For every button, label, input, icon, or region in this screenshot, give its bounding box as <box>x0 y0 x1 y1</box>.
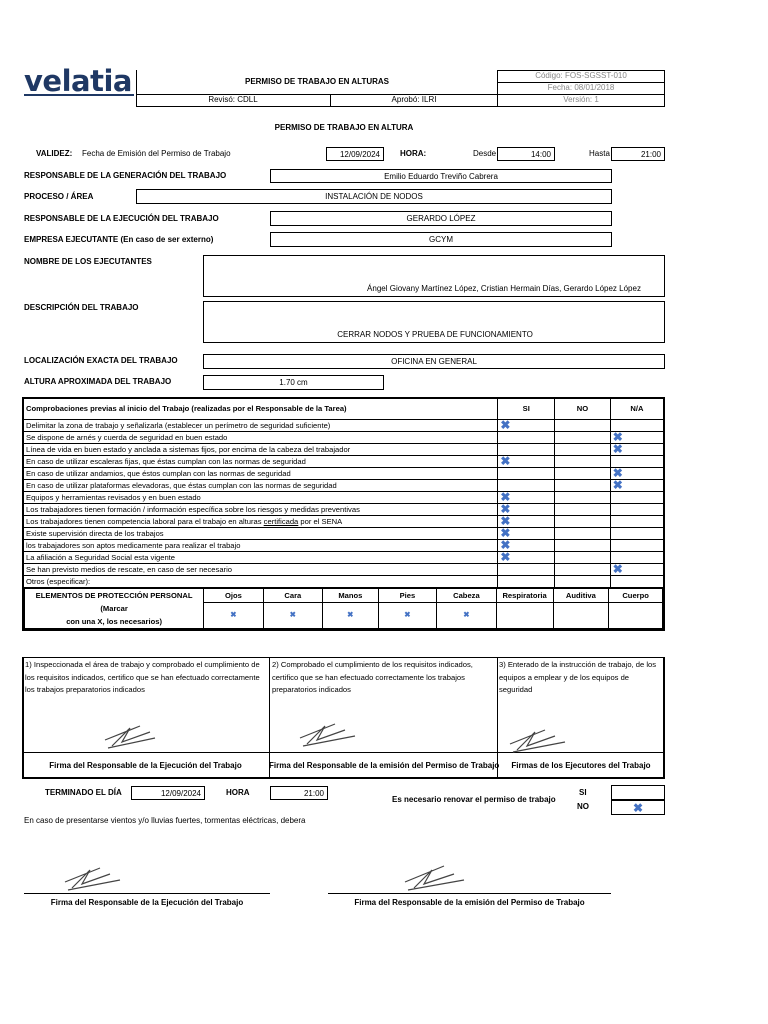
logo-underline <box>24 94 134 96</box>
resp-ejecucion-label: RESPONSABLE DE LA EJECUCIÓN DEL TRABAJO <box>24 214 219 223</box>
epp-label: Auditiva <box>553 588 609 602</box>
epp-table <box>24 588 663 629</box>
check-na-cell[interactable]: ✖ <box>610 443 664 455</box>
emision-label: Fecha de Emisión del Permiso de Trabajo <box>82 149 231 158</box>
check-na-cell[interactable] <box>610 515 664 527</box>
emision-date-field[interactable]: 12/09/2024 <box>326 147 384 161</box>
check-na-cell[interactable]: ✖ <box>610 467 664 479</box>
check-row <box>23 419 664 431</box>
localizacion-label: LOCALIZACIÓN EXACTA DEL TRABAJO <box>24 356 178 365</box>
check-na-cell[interactable]: ✖ <box>610 479 664 491</box>
check-text: los trabajadores son aptos medicamente para realizar el trabajo <box>23 539 498 551</box>
check-no-cell[interactable] <box>555 431 611 443</box>
check-na-cell[interactable] <box>610 575 664 587</box>
check-row <box>23 455 664 467</box>
hora-label: HORA: <box>400 149 427 158</box>
empresa-label: EMPRESA EJECUTANTE (En caso de ser externo) <box>24 235 214 244</box>
document-title: PERMISO DE TRABAJO EN ALTURAS <box>244 77 389 86</box>
check-no-cell[interactable] <box>555 443 611 455</box>
check-text: Los trabajadores tienen formación / información específica sobre los riesgos y medidas preventivas <box>23 503 498 515</box>
check-row <box>23 575 664 587</box>
epp-label: Manos <box>323 588 379 602</box>
epp-label-1: ELEMENTOS DE PROTECCIÓN PERSONAL (Marcar <box>35 590 193 613</box>
resp-generacion-field[interactable]: Emilio Eduardo Treviño Cabrera <box>270 169 612 183</box>
footer-firma-2: Firma del Responsable de la emisión del Permiso de Trabajo <box>354 898 585 907</box>
epp-mark[interactable]: ✖ <box>437 602 497 628</box>
empresa-field[interactable]: GCYM <box>270 232 612 247</box>
proceso-label: PROCESO / ÁREA <box>24 192 94 201</box>
check-no-cell[interactable] <box>555 419 611 431</box>
epp-label: Cuerpo <box>609 588 663 602</box>
altura-field[interactable]: 1.70 cm <box>203 375 384 390</box>
terminado-hora-field[interactable]: 21:00 <box>270 786 328 800</box>
resp-ejecucion-field[interactable]: GERARDO LÓPEZ <box>270 211 612 226</box>
descripcion-value: CERRAR NODOS Y PRUEBA DE FUNCIONAMIENTO <box>337 330 533 339</box>
check-row <box>23 479 664 491</box>
col-si: SI <box>498 398 555 419</box>
check-si-cell[interactable] <box>498 431 555 443</box>
check-si-cell[interactable]: ✖ <box>498 515 555 527</box>
declaration-1: 1) Inspeccionada el área de trabajo y comprobado el cumplimiento de los requisitos indicados, certifico que se han efectuado correctamente los trabajos preparatorios indicados <box>25 660 260 694</box>
firma-ejecutores-label: Firmas de los Ejecutores del Trabajo <box>511 761 651 770</box>
altura-label: ALTURA APROXIMADA DEL TRABAJO <box>24 377 172 386</box>
check-text: En caso de utilizar plataformas elevadoras, que éstas cumplan con las normas de seguridad <box>23 479 498 491</box>
footer-firma-1: Firma del Responsable de la Ejecución del Trabajo <box>50 898 244 907</box>
signature-3 <box>505 722 569 756</box>
check-text: En caso de utilizar andamios, que éstos cumplan con las normas de seguridad <box>23 467 498 479</box>
epp-label: Ojos <box>204 588 263 602</box>
renovar-si-label: SI <box>579 788 587 797</box>
check-si-cell[interactable]: ✖ <box>498 551 555 563</box>
check-no-cell[interactable] <box>555 551 611 563</box>
check-text: Línea de vida en buen estado y anclada a sistemas fijos, por encima de la cabeza del trabajador <box>23 443 498 455</box>
check-row <box>23 551 664 563</box>
declaration-3: 3) Enterado de la instrucción de trabajo, de los equipos a emplear y de los equipos de seguridad <box>499 660 657 694</box>
check-si-cell[interactable]: ✖ <box>498 491 555 503</box>
epp-mark[interactable]: ✖ <box>378 602 436 628</box>
descripcion-field[interactable] <box>203 301 665 343</box>
renovar-si-box[interactable] <box>611 785 665 800</box>
check-text: La afiliación a Seguridad Social esta vigente <box>23 551 498 563</box>
doc-date: Fecha: 08/01/2018 <box>547 83 615 92</box>
check-text: Existe supervisión directa de los trabajos <box>23 527 498 539</box>
check-na-cell[interactable]: ✖ <box>610 563 664 575</box>
validez-label: VALIDEZ: <box>36 149 73 158</box>
descripcion-label: DESCRIPCIÓN DEL TRABAJO <box>24 303 139 312</box>
epp-label: Respiratoria <box>496 588 553 602</box>
check-text: En caso de utilizar escaleras fijas, que éstas cumplan con las normas de seguridad <box>23 455 498 467</box>
epp-mark[interactable] <box>553 602 609 628</box>
check-na-cell[interactable]: ✖ <box>610 431 664 443</box>
hasta-field[interactable]: 21:00 <box>611 147 665 161</box>
footer-sig-line-1 <box>24 893 270 894</box>
check-no-cell[interactable] <box>555 515 611 527</box>
epp-mark[interactable]: ✖ <box>204 602 263 628</box>
check-si-cell[interactable]: ✖ <box>498 527 555 539</box>
check-no-cell[interactable] <box>555 563 611 575</box>
epp-label: Cabeza <box>437 588 497 602</box>
firma-emision-label: Firma del Responsable de la emisión del Permiso de Trabajo <box>269 761 500 770</box>
footer-signature-1 <box>60 860 124 894</box>
checks-header: Comprobaciones previas al inicio del Trabajo (realizadas por el Responsable de la Tarea) <box>23 398 498 419</box>
check-no-cell[interactable] <box>555 491 611 503</box>
check-si-cell[interactable] <box>498 467 555 479</box>
check-no-cell[interactable] <box>555 527 611 539</box>
renovar-no-box[interactable]: ✖ <box>611 800 665 815</box>
ejecutantes-label: NOMBRE DE LOS EJECUTANTES <box>24 257 152 266</box>
check-si-cell[interactable]: ✖ <box>498 503 555 515</box>
firma-ejecucion-label: Firma del Responsable de la Ejecución del Trabajo <box>49 761 242 770</box>
doc-version: Versión: 1 <box>563 95 599 104</box>
epp-mark[interactable]: ✖ <box>263 602 322 628</box>
check-si-cell[interactable] <box>498 563 555 575</box>
check-na-cell[interactable] <box>610 527 664 539</box>
check-row <box>23 431 664 443</box>
ejecutantes-field[interactable] <box>203 255 665 297</box>
epp-label-2: con una X, los necesarios) <box>66 616 162 626</box>
check-no-cell[interactable] <box>555 503 611 515</box>
check-si-cell[interactable]: ✖ <box>498 419 555 431</box>
check-row <box>23 563 664 575</box>
check-text: Equipos y herramientas revisados y en buen estado <box>23 491 498 503</box>
page-subtitle: PERMISO DE TRABAJO EN ALTURA <box>274 123 414 132</box>
check-row <box>23 443 664 455</box>
check-row <box>23 515 664 527</box>
check-row <box>23 539 664 551</box>
resp-generacion-label: RESPONSABLE DE LA GENERACIÓN DEL TRABAJO <box>24 171 227 180</box>
col-na: N/A <box>610 398 664 419</box>
check-no-cell[interactable] <box>555 539 611 551</box>
approved-by: Aprobó: ILRI <box>391 95 437 104</box>
check-no-cell[interactable] <box>555 479 611 491</box>
terminado-date-field[interactable]: 12/09/2024 <box>131 786 205 800</box>
check-row <box>23 503 664 515</box>
terminado-hora-label: HORA <box>226 788 250 797</box>
check-no-cell[interactable] <box>555 467 611 479</box>
revised-by: Revisó: CDLL <box>208 95 258 104</box>
check-na-cell[interactable] <box>610 539 664 551</box>
epp-mark[interactable] <box>609 602 663 628</box>
footer-sig-line-2 <box>328 893 611 894</box>
desde-field[interactable]: 14:00 <box>497 147 555 161</box>
check-row <box>23 467 664 479</box>
hasta-label: Hasta <box>589 149 610 158</box>
check-si-cell[interactable]: ✖ <box>498 455 555 467</box>
check-row <box>23 491 664 503</box>
check-text: Los trabajadores tienen competencia laboral para el trabajo en alturas certificada por el SENA <box>23 515 498 527</box>
check-text: Delimitar la zona de trabajo y señalizarla (establecer un perímetro de seguridad suficiente) <box>23 419 498 431</box>
epp-mark[interactable]: ✖ <box>323 602 379 628</box>
footer-note: En caso de presentarse vientos y/o lluvias fuertes, tormentas eléctricas, debera <box>24 816 306 825</box>
declaration-2: 2) Comprobado el cumplimiento de los requisitos indicados, certifico que se han efectuado correctamente los trabajos preparatorios indicados <box>272 660 473 694</box>
check-row <box>23 527 664 539</box>
col-no: NO <box>555 398 611 419</box>
check-si-cell[interactable] <box>498 575 555 587</box>
check-no-cell[interactable] <box>555 455 611 467</box>
doc-code: Código: FOS-SGSST-010 <box>535 71 627 80</box>
epp-label: Pies <box>378 588 436 602</box>
signature-2 <box>295 716 359 750</box>
proceso-field[interactable]: INSTALACIÓN DE NODOS <box>136 189 612 204</box>
epp-label: Cara <box>263 588 322 602</box>
velatia-logo: velatia <box>24 64 132 98</box>
signature-1 <box>100 718 160 752</box>
checks-table <box>22 397 665 631</box>
renovar-no-label: NO <box>577 802 589 811</box>
check-text: Se dispone de arnés y cuerda de seguridad en buen estado <box>23 431 498 443</box>
check-text: Otros (especificar): <box>23 575 498 587</box>
check-text: Se han previsto medios de rescate, en caso de ser necesario <box>23 563 498 575</box>
epp-mark[interactable] <box>496 602 553 628</box>
check-si-cell[interactable]: ✖ <box>498 539 555 551</box>
desde-label: Desde <box>473 149 497 158</box>
check-na-cell[interactable] <box>610 503 664 515</box>
renovar-label: Es necesario renovar el permiso de trabajo <box>392 795 556 804</box>
terminado-label: TERMINADO EL DÍA <box>45 788 122 797</box>
check-na-cell[interactable] <box>610 491 664 503</box>
check-no-cell[interactable] <box>555 575 611 587</box>
localizacion-field[interactable]: OFICINA EN GENERAL <box>203 354 665 369</box>
footer-signature-2 <box>400 860 468 894</box>
ejecutantes-value: Ángel Giovany Martínez López, Cristian Hermain Días, Gerardo López López <box>367 284 641 293</box>
